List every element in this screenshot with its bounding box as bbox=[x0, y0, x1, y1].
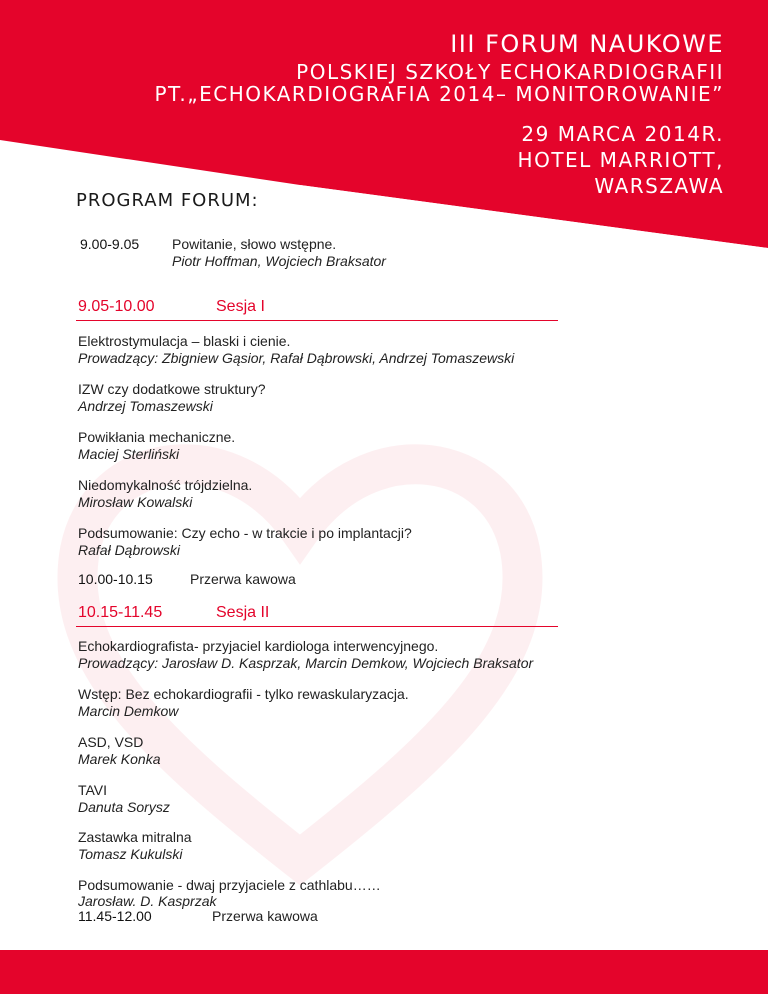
session1-label: Sesja I bbox=[216, 298, 265, 315]
session1-divider bbox=[76, 320, 558, 321]
talk-title: TAVI bbox=[78, 782, 108, 798]
talk-title: Podsumowanie: Czy echo - w trakcie i po implantacji? bbox=[78, 525, 412, 541]
forum-date: 29 MARCA 2014R. bbox=[521, 122, 724, 146]
opening-time: 9.00-9.05 bbox=[80, 236, 140, 252]
forum-organizer: POLSKIEJ SZKOŁY ECHOKARDIOGRAFII bbox=[296, 60, 724, 84]
session1-topic: Elektrostymulacja – blaski i cienie. bbox=[78, 333, 291, 349]
break1-label: Przerwa kawowa bbox=[190, 571, 296, 587]
footer-band bbox=[0, 950, 768, 994]
session1-chairs: Prowadzący: Zbigniew Gąsior, Rafał Dąbrowski, Andrzej Tomaszewski bbox=[78, 350, 515, 366]
forum-venue: HOTEL MARRIOTT, bbox=[517, 148, 724, 172]
talk-speaker: Tomasz Kukulski bbox=[78, 846, 183, 862]
session2-time: 10.15-11.45 bbox=[78, 604, 163, 621]
program-heading: PROGRAM FORUM: bbox=[76, 190, 259, 211]
break1-time: 10.00-10.15 bbox=[78, 571, 153, 587]
talk-title: IZW czy dodatkowe struktury? bbox=[78, 381, 266, 397]
talk-title: Powikłania mechaniczne. bbox=[78, 429, 236, 445]
talk-speaker: Marcin Demkow bbox=[78, 703, 179, 719]
forum-title: III FORUM NAUKOWE bbox=[450, 30, 724, 58]
talk-speaker: Jarosław. D. Kasprzak bbox=[78, 893, 217, 909]
talk-speaker: Marek Konka bbox=[78, 751, 161, 767]
session2-topic: Echokardiografista- przyjaciel kardiologa interwencyjnego. bbox=[78, 638, 439, 654]
talk-title: Zastawka mitralna bbox=[78, 829, 192, 845]
talk-speaker: Mirosław Kowalski bbox=[78, 494, 193, 510]
talk-title: ASD, VSD bbox=[78, 734, 144, 750]
session1-time: 9.05-10.00 bbox=[78, 298, 155, 315]
talk-speaker: Maciej Sterliński bbox=[78, 446, 180, 462]
break2-label: Przerwa kawowa bbox=[212, 908, 318, 924]
talk-title: Podsumowanie - dwaj przyjaciele z cathlabu…… bbox=[78, 877, 381, 893]
talk-title: Niedomykalność trójdzielna. bbox=[78, 477, 253, 493]
forum-subtitle: PT.„ECHOKARDIOGRAFIA 2014– MONITOROWANIE” bbox=[154, 82, 724, 106]
opening-speakers: Piotr Hoffman, Wojciech Braksator bbox=[172, 253, 386, 269]
opening-title: Powitanie, słowo wstępne. bbox=[172, 236, 337, 252]
talk-title: Wstęp: Bez echokardiografii - tylko rewaskularyzacja. bbox=[78, 686, 409, 702]
talk-speaker: Rafał Dąbrowski bbox=[78, 542, 180, 558]
break2-time: 11.45-12.00 bbox=[78, 908, 152, 924]
talk-speaker: Andrzej Tomaszewski bbox=[78, 398, 213, 414]
session2-chairs: Prowadzący: Jarosław D. Kasprzak, Marcin Demkow, Wojciech Braksator bbox=[78, 655, 534, 671]
session2-divider bbox=[76, 626, 558, 627]
session2-label: Sesja II bbox=[216, 604, 270, 621]
talk-speaker: Danuta Sorysz bbox=[78, 799, 170, 815]
forum-city: WARSZAWA bbox=[594, 174, 724, 198]
